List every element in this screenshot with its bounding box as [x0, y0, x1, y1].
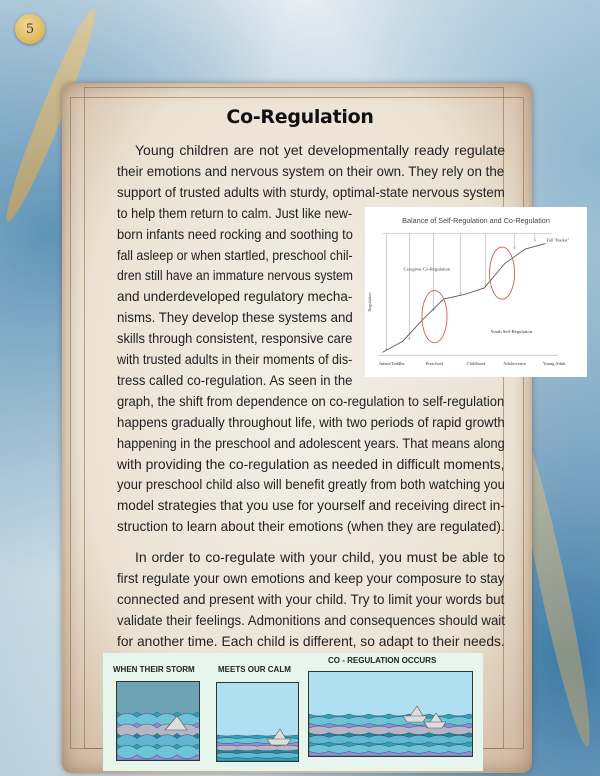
paragraph-line: first regulate your own emotions and keep your composure to stay	[117, 569, 505, 586]
paragraph-line: fall asleep or when startled, preschool chil-	[117, 246, 353, 263]
paragraph-line: their emotions and nervous system on their own. They rely on the	[117, 162, 505, 179]
paragraph-line: happening in the preschool and adolescent years. That means along	[117, 434, 505, 451]
paragraph-line: graph, the shift from dependence on co-regulation to self-regulation	[117, 392, 505, 409]
paragraph-line: tress called co-regulation. As seen in the	[117, 371, 353, 388]
annotation-caregiver: Caregiver Co-Regulation	[403, 267, 451, 273]
paragraph-line: struction to learn about their emotions (when they are regulated).	[117, 518, 505, 535]
comic-strip	[103, 653, 483, 771]
comic-panel-co-regulation	[308, 671, 473, 757]
page-title: Co-Regulation	[226, 106, 374, 128]
paragraph-line: your preschool child also will benefit greatly from both watching you	[117, 476, 505, 493]
calm-waves-icon	[217, 683, 298, 761]
boats-on-waves-icon	[309, 672, 472, 756]
adolescence-highlight	[490, 247, 515, 299]
paragraph-line: validate their feelings. Admonitions and consequences should wait	[117, 611, 505, 628]
panel-2-title: MEETS OUR CALM	[218, 665, 291, 674]
paragraph-line: support of trusted adults with sturdy, optimal-state nervous system	[117, 183, 505, 200]
stormy-waves-icon	[117, 682, 199, 760]
regulation-chart	[365, 207, 587, 377]
paragraph-line: with providing the co-regulation as needed in difficult moments,	[117, 455, 505, 472]
annotation-full-bucket: Full "Bucket"	[546, 237, 570, 243]
x-tick-label: Young Adult	[542, 360, 566, 366]
page-number: 5	[15, 14, 45, 44]
paragraph-line: Young children are not yet developmentally ready regulate	[135, 142, 505, 158]
paragraph-line: happens gradually throughout life, with two periods of rapid growth	[117, 413, 505, 430]
paragraph-line: connected and present with your child. Try to limit your words but	[117, 590, 505, 607]
x-tick-label: Preschool	[425, 360, 444, 366]
self-regulation-curve	[382, 244, 545, 353]
paragraph-line: to help them return to calm. Just like new-	[117, 204, 353, 221]
paragraph-line: skills through consistent, responsive care	[117, 330, 353, 347]
panel-1-title: WHEN THEIR STORM	[113, 665, 195, 674]
paragraph-line: with trusted adults in their moments of dis-	[117, 351, 353, 367]
paragraph-line: born infants need rocking and soothing to	[117, 225, 353, 242]
paragraph-line: model strategies that you use for yourself and receiving direct in-	[117, 497, 505, 514]
x-tick-label: Childhood	[466, 360, 486, 366]
chart-title: Balance of Self-Regulation and Co-Regulation	[402, 215, 550, 225]
paragraph-line: for another time. Each child is different, so adapt to their needs.	[117, 632, 505, 649]
comic-panel-storm	[116, 681, 200, 761]
paragraph-line: nisms. They develop these systems and	[117, 309, 353, 326]
paragraph-line: In order to co-regulate with your child, you must be able to	[135, 549, 505, 565]
annotation-youth: Youth Self-Regulation	[490, 330, 533, 336]
panel-3-title: CO - REGULATION OCCURS	[328, 656, 437, 665]
paragraph-line: dren still have an immature nervous system	[117, 267, 354, 284]
y-axis-label: Regulation	[366, 292, 372, 312]
x-tick-label: Infant/Toddler	[379, 360, 405, 366]
comic-panel-calm	[216, 682, 299, 762]
paragraph-line: and underdeveloped regulatory mecha-	[117, 288, 353, 305]
x-tick-label: Adolescence	[503, 360, 526, 366]
